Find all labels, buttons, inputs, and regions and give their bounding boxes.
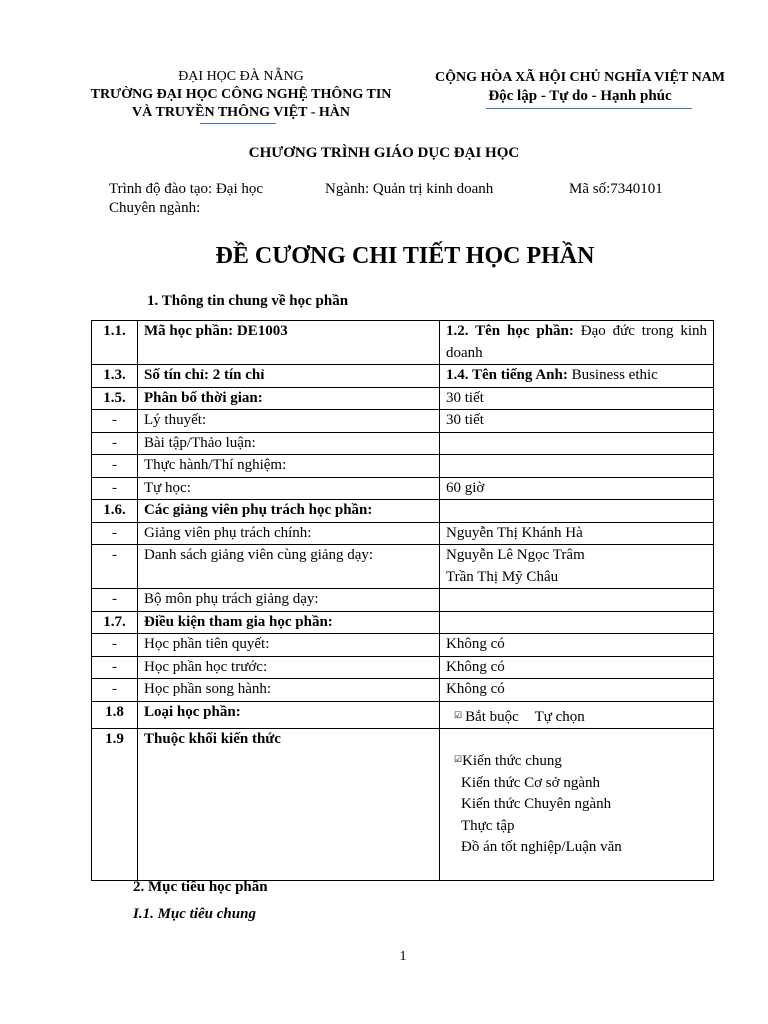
english-name-value: Business ethic bbox=[567, 367, 658, 383]
row-number: 1.5. bbox=[92, 387, 138, 410]
row-number: - bbox=[92, 410, 138, 433]
checkbox-checked-icon: ☑ bbox=[454, 709, 463, 720]
course-name bbox=[440, 321, 714, 365]
row-number: 1.3. bbox=[92, 365, 138, 388]
page-number: 1 bbox=[399, 949, 407, 964]
row-label: Thuộc khối kiến thức bbox=[138, 729, 440, 881]
table-row bbox=[92, 321, 714, 365]
row-label: Phân bố thời gian: bbox=[138, 387, 440, 410]
row-label: Học phần song hành: bbox=[138, 679, 440, 702]
row-number: - bbox=[92, 432, 138, 455]
credits: Số tín chỉ: 2 tín chỉ bbox=[138, 365, 440, 388]
course-name-value: Đạo đức trong kinh doanh bbox=[446, 323, 707, 361]
major-code: Mã số:7340101 bbox=[569, 181, 663, 197]
row-value: 60 giờ bbox=[440, 477, 714, 500]
table-row bbox=[92, 387, 714, 410]
program-title: CHƯƠNG TRÌNH GIÁO DỤC ĐẠI HỌC bbox=[248, 145, 520, 161]
table-row bbox=[92, 679, 714, 702]
course-name-label: 1.2. Tên học phần: bbox=[446, 323, 574, 339]
table-row bbox=[92, 545, 714, 589]
row-number: 1.9 bbox=[92, 729, 138, 881]
option-elective: Tự chọn bbox=[534, 708, 585, 725]
university-name: ĐẠI HỌC ĐÀ NẴNG bbox=[178, 69, 304, 84]
row-number: - bbox=[92, 522, 138, 545]
knowledge-block-options bbox=[440, 729, 714, 881]
row-number: - bbox=[92, 656, 138, 679]
row-value: 30 tiết bbox=[440, 410, 714, 433]
national-motto: Độc lập - Tự do - Hạnh phúc bbox=[488, 88, 672, 104]
course-code: Mã học phần: DE1003 bbox=[138, 321, 440, 365]
row-number: 1.1. bbox=[92, 321, 138, 365]
knowledge-option: Đồ án tốt nghiệp/Luận văn bbox=[461, 839, 622, 855]
major: Ngành: Quản trị kinh doanh bbox=[325, 181, 494, 197]
school-name-line2: VÀ TRUYỀN THÔNG VIỆT - HÀN bbox=[132, 105, 350, 120]
row-number: - bbox=[92, 477, 138, 500]
row-number: - bbox=[92, 589, 138, 612]
row-label: Học phần học trước: bbox=[138, 656, 440, 679]
english-name bbox=[440, 365, 714, 388]
document-title: ĐỀ CƯƠNG CHI TIẾT HỌC PHẦN bbox=[215, 243, 595, 269]
course-info-table bbox=[91, 320, 714, 881]
row-value: Không có bbox=[440, 679, 714, 702]
knowledge-option: ☑Kiến thức chung bbox=[454, 753, 562, 769]
row-label: Thực hành/Thí nghiệm: bbox=[138, 455, 440, 478]
row-number: 1.8 bbox=[92, 701, 138, 729]
table-row bbox=[92, 522, 714, 545]
school-underline bbox=[200, 123, 276, 124]
section-2-title: 2. Mục tiêu học phần bbox=[133, 879, 268, 895]
knowledge-option: Kiến thức Chuyên ngành bbox=[461, 796, 612, 812]
row-value bbox=[440, 455, 714, 478]
option-required: Bắt buộc bbox=[465, 708, 519, 725]
table-row bbox=[92, 477, 714, 500]
row-label: Loại học phần: bbox=[138, 701, 440, 729]
row-value: Không có bbox=[440, 634, 714, 657]
table-row bbox=[92, 634, 714, 657]
checkbox-checked-icon: ☑ bbox=[454, 754, 463, 764]
row-number: 1.6. bbox=[92, 500, 138, 523]
section-2-1-title: I.1. Mục tiêu chung bbox=[133, 906, 256, 922]
row-number: - bbox=[92, 545, 138, 589]
table-row bbox=[92, 656, 714, 679]
national-header bbox=[410, 68, 750, 106]
row-value bbox=[440, 611, 714, 634]
table-row bbox=[92, 701, 714, 729]
knowledge-option: Kiến thức Cơ sở ngành bbox=[461, 774, 600, 791]
motto-underline bbox=[486, 108, 692, 109]
school-name-line1: TRƯỜNG ĐẠI HỌC CÔNG NGHỆ THÔNG TIN bbox=[90, 87, 392, 102]
course-type-options bbox=[440, 701, 714, 729]
row-number: - bbox=[92, 455, 138, 478]
row-value bbox=[440, 545, 714, 589]
row-label: Danh sách giảng viên cùng giảng dạy: bbox=[138, 545, 440, 589]
table-row bbox=[92, 365, 714, 388]
row-label: Học phần tiên quyết: bbox=[138, 634, 440, 657]
row-label: Lý thuyết: bbox=[138, 410, 440, 433]
table-row bbox=[92, 432, 714, 455]
specialization: Chuyên ngành: bbox=[109, 200, 201, 216]
row-value bbox=[440, 500, 714, 523]
republic-name: CỘNG HÒA XÃ HỘI CHỦ NGHĨA VIỆT NAM bbox=[434, 70, 725, 85]
row-label: Bài tập/Thảo luận: bbox=[138, 432, 440, 455]
table-row bbox=[92, 589, 714, 612]
row-value bbox=[440, 589, 714, 612]
row-number: 1.7. bbox=[92, 611, 138, 634]
school-header bbox=[60, 68, 422, 122]
co-lecturer-name: Trần Thị Mỹ Châu bbox=[446, 568, 559, 585]
row-number: - bbox=[92, 679, 138, 702]
table-row bbox=[92, 729, 714, 881]
row-label: Các giảng viên phụ trách học phần: bbox=[138, 500, 440, 523]
table-row bbox=[92, 455, 714, 478]
knowledge-option: Thực tập bbox=[461, 817, 515, 834]
training-level: Trình độ đào tạo: Đại học bbox=[109, 181, 264, 197]
row-label: Giảng viên phụ trách chính: bbox=[138, 522, 440, 545]
row-value: Không có bbox=[440, 656, 714, 679]
section-1-title: 1. Thông tin chung về học phần bbox=[147, 293, 349, 309]
table-row bbox=[92, 611, 714, 634]
row-number: - bbox=[92, 634, 138, 657]
table-row bbox=[92, 500, 714, 523]
row-value bbox=[440, 432, 714, 455]
table-row bbox=[92, 410, 714, 433]
row-value: Nguyễn Thị Khánh Hà bbox=[440, 522, 714, 545]
co-lecturer-name: Nguyễn Lê Ngọc Trâm bbox=[446, 547, 585, 563]
row-label: Bộ môn phụ trách giảng dạy: bbox=[138, 589, 440, 612]
row-value: 30 tiết bbox=[440, 387, 714, 410]
english-name-label: 1.4. Tên tiếng Anh: bbox=[446, 367, 568, 383]
row-label: Điều kiện tham gia học phần: bbox=[138, 611, 440, 634]
row-label: Tự học: bbox=[138, 477, 440, 500]
